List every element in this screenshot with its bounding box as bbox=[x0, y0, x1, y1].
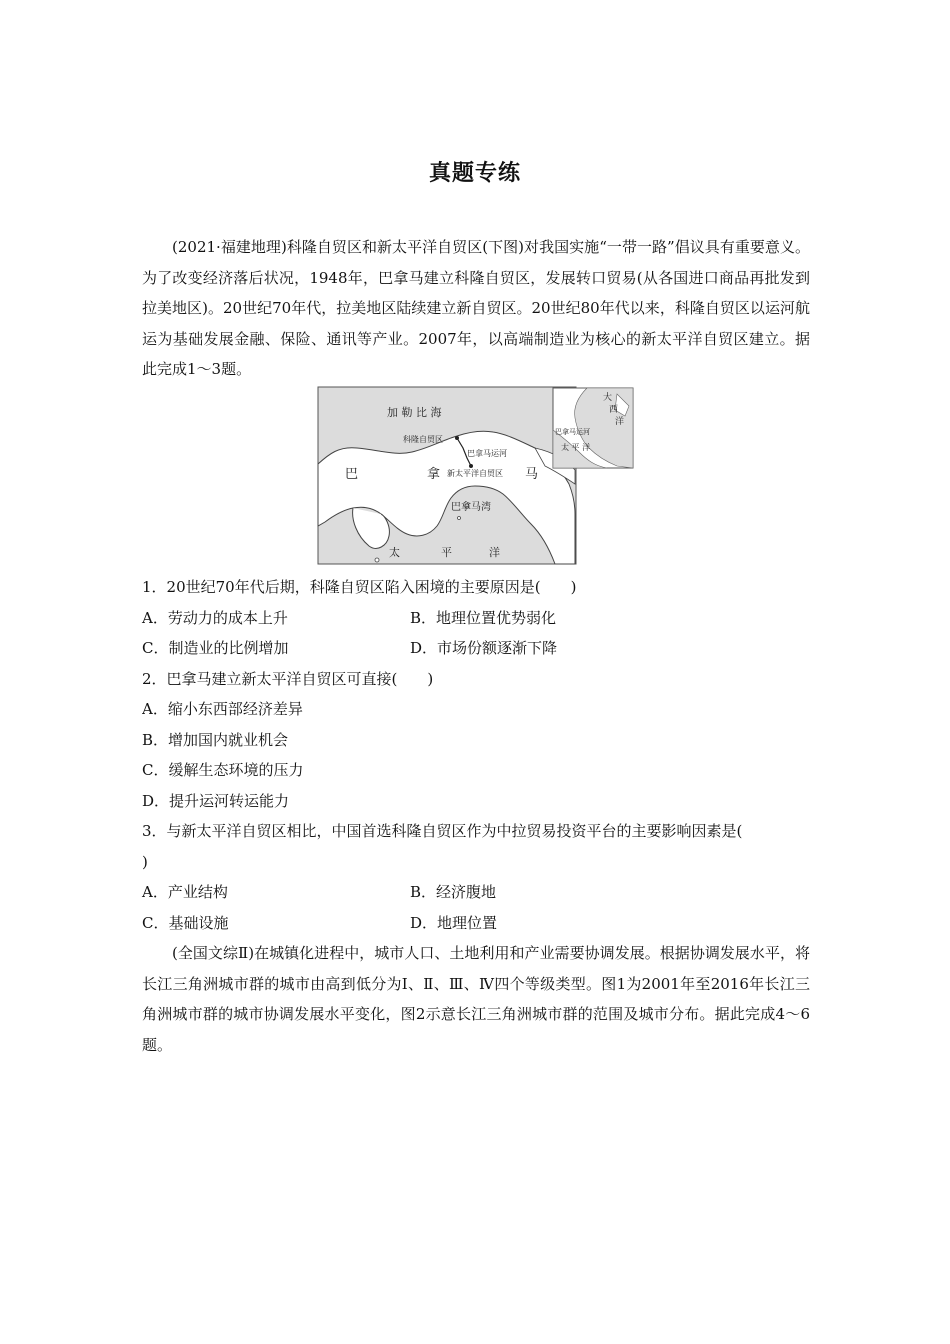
inset-canal-label: 巴拿马运河 bbox=[555, 428, 590, 436]
inset-atlantic-label-1: 大 bbox=[603, 393, 613, 403]
question-1-options-row-1 bbox=[142, 603, 810, 634]
pacific-label-ping: 平 bbox=[441, 546, 452, 559]
questions-1-3 bbox=[142, 572, 810, 1060]
pacific-label-yang: 洋 bbox=[489, 546, 500, 559]
colon-marker bbox=[455, 436, 459, 440]
colon-ftz-label: 科隆自贸区 bbox=[403, 435, 443, 444]
intro-paragraph-1 bbox=[142, 232, 810, 385]
question-3-stem-line-1: 3．与新太平洋自贸区相比，中国首选科隆自贸区作为中拉贸易投资平台的主要影响因素是( bbox=[142, 822, 743, 840]
country-label-ba: 巴 bbox=[345, 467, 359, 482]
question-1-stem: 1．20世纪70年代后期，科隆自贸区陷入困境的主要原因是( ) bbox=[142, 578, 577, 596]
question-3-stem-line-2: ) bbox=[142, 852, 148, 871]
question-3-options-row-1 bbox=[142, 877, 810, 908]
question-2-stem: 2．巴拿马建立新太平洋自贸区可直接( ) bbox=[142, 669, 434, 688]
question-2-option-c[interactable]: C．缓解生态环境的压力 bbox=[142, 761, 304, 779]
country-label-ma: 马 bbox=[525, 467, 539, 482]
question-2-option-d[interactable]: D．提升运河转运能力 bbox=[142, 791, 290, 810]
island bbox=[458, 517, 461, 520]
inset-atlantic-label-2: 西 bbox=[609, 405, 619, 415]
question-1-option-d[interactable]: D．市场份额逐渐下降 bbox=[410, 639, 558, 657]
gulf-label: 巴拿马湾 bbox=[451, 502, 491, 513]
panama-canal-label: 巴拿马运河 bbox=[467, 449, 507, 458]
question-3-option-c[interactable]: C．基础设施 bbox=[142, 913, 229, 932]
country-label-na: 拿 bbox=[427, 467, 441, 482]
question-1-options-row-2 bbox=[142, 633, 810, 664]
inset-pacific-label: 太 平 洋 bbox=[561, 443, 591, 452]
question-3-option-b[interactable]: B．经济腹地 bbox=[410, 883, 497, 901]
pacific-label-tai: 太 bbox=[389, 546, 400, 559]
panama-map-figure bbox=[317, 386, 635, 566]
question-1-option-a[interactable]: A．劳动力的成本上升 bbox=[142, 608, 288, 627]
inset-atlantic-label-3: 洋 bbox=[615, 417, 625, 427]
caribbean-sea-label: 加 勒 比 海 bbox=[387, 406, 442, 419]
question-3-option-d[interactable]: D．地理位置 bbox=[410, 913, 498, 932]
question-3-options-row-2 bbox=[142, 908, 810, 939]
intro-paragraph-1-text: (2021·福建地理)科隆自贸区和新太平洋自贸区(下图)对我国实施“一带一路”倡议具有重要意义。为了改变经济落后状况，1948年，巴拿马建立科隆自贸区，发展转口贸易(从各国进口商品再批发到拉美地区)。20世纪70年代，拉美地区陆续建立新自贸区。20世纪80年代以来，科隆自贸区以运河航运为基础发展金融、保险、通讯等产业。2007年，以高端制造业为核心的新太平洋自贸区建立。据此完成1～3题。 bbox=[142, 238, 810, 378]
question-1-option-c[interactable]: C．制造业的比例增加 bbox=[142, 639, 289, 657]
intro-paragraph-2: (全国文综Ⅱ)在城镇化进程中，城市人口、土地利用和产业需要协调发展。根据协调发展水平，将长江三角洲城市群的城市由高到低分为Ⅰ、Ⅱ、Ⅲ、Ⅳ四个等级类型。图1为2001年至2016年长江三角洲城市群的城市协调发展水平变化，图2示意长江三角洲城市群的范围及城市分布。据此完成4～6题。 bbox=[142, 944, 810, 1054]
new-pacific-marker bbox=[469, 464, 473, 468]
new-pacific-ftz-label: 新太平洋自贸区 bbox=[447, 469, 503, 478]
question-2-option-b[interactable]: B．增加国内就业机会 bbox=[142, 730, 289, 749]
question-2-option-a[interactable]: A．缩小东西部经济差异 bbox=[142, 700, 303, 718]
question-3-option-a[interactable]: A．产业结构 bbox=[142, 883, 228, 901]
question-1-option-b[interactable]: B．地理位置优势弱化 bbox=[410, 608, 557, 627]
island bbox=[375, 558, 379, 562]
page-title: 真题专练 bbox=[428, 161, 521, 186]
panama-map bbox=[317, 386, 635, 566]
